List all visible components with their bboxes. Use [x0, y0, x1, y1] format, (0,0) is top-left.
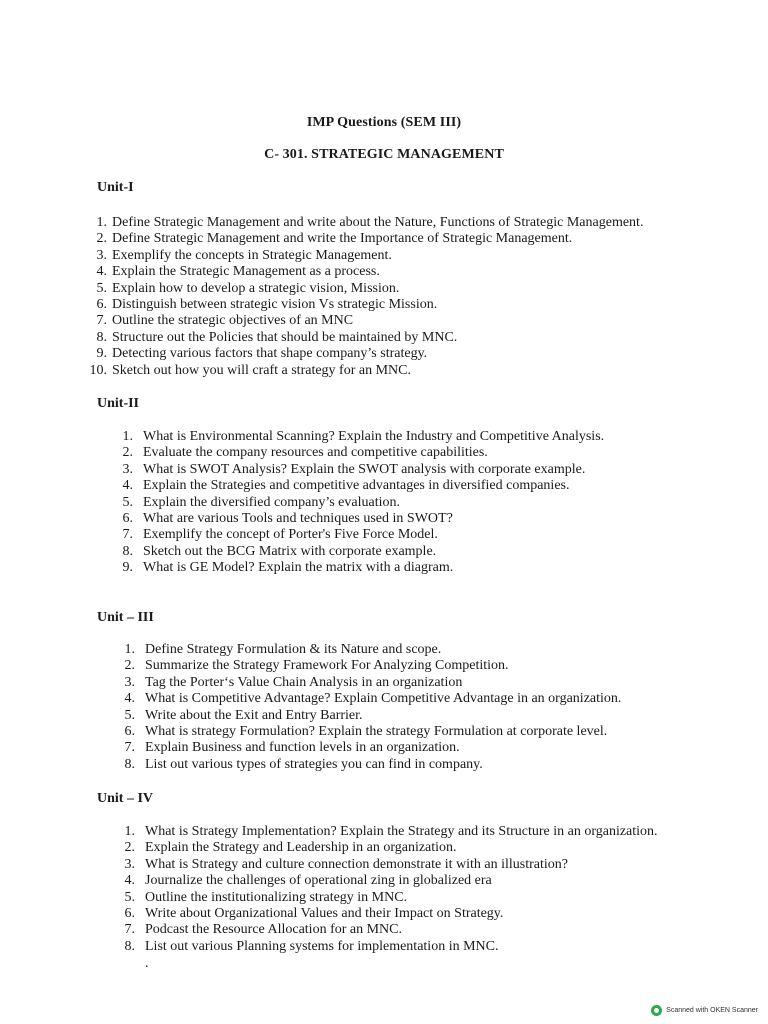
- question-number: 1.: [96, 215, 107, 230]
- question-number: 2.: [124, 840, 135, 856]
- question-text: What are various Tools and techniques used in SWOT?: [143, 511, 453, 527]
- question-item: [88, 297, 643, 313]
- question-item: [115, 857, 658, 873]
- question-text: Define Strategy Formulation & its Nature and scope.: [145, 642, 442, 657]
- question-text: Explain the Strategies and competitive advantages in diversified companies.: [143, 478, 570, 494]
- question-number: 6.: [124, 724, 135, 740]
- question-item: [113, 462, 604, 478]
- question-number: 10.: [89, 362, 107, 378]
- question-text: Explain the Strategy and Leadership in an organization.: [145, 840, 457, 856]
- unit-4-heading: Unit – IV: [97, 791, 154, 806]
- question-item: [88, 363, 643, 379]
- question-text: What is Environmental Scanning? Explain the Industry and Competitive Analysis.: [143, 429, 605, 444]
- unit-3-question-list: [115, 642, 621, 773]
- question-text: Define Strategic Management and write the Importance of Strategic Management.: [112, 231, 573, 247]
- question-item: [113, 495, 604, 511]
- question-item: [113, 429, 604, 445]
- question-text: What is SWOT Analysis? Explain the SWOT analysis with corporate example.: [143, 461, 586, 477]
- question-number: 5.: [124, 707, 135, 723]
- question-text: Exemplify the concept of Porter's Five Force Model.: [143, 527, 438, 543]
- question-number: 3.: [124, 856, 135, 872]
- question-item: [88, 346, 643, 362]
- question-number: 3.: [124, 674, 135, 690]
- question-text: Sketch out how you will craft a strategy for an MNC.: [112, 362, 411, 378]
- question-text: Write about the Exit and Entry Barrier.: [145, 707, 363, 723]
- question-item: [88, 281, 643, 297]
- question-text: List out various types of strategies you can find in company.: [145, 756, 483, 772]
- unit-4-question-list: [115, 824, 658, 955]
- question-number: 8.: [124, 756, 135, 772]
- course-title: C- 301. STRATEGIC MANAGEMENT: [264, 147, 504, 162]
- question-text: Outline the strategic objectives of an MNC: [112, 313, 354, 329]
- question-item: [113, 527, 604, 543]
- question-text: Evaluate the company resources and competitive capabilities.: [143, 445, 488, 461]
- question-item: [88, 330, 643, 346]
- question-text: Podcast the Resource Allocation for an MNC.: [145, 922, 403, 938]
- scanner-label: Scanned with OKEN Scanner: [666, 1007, 758, 1014]
- unit-3-heading: Unit – III: [97, 610, 154, 625]
- question-text: Exemplify the concepts in Strategic Management.: [112, 247, 392, 263]
- question-number: 7.: [122, 527, 133, 543]
- question-number: 8.: [96, 329, 107, 345]
- question-number: 5.: [96, 280, 107, 296]
- question-item: [113, 511, 604, 527]
- question-item: [113, 478, 604, 494]
- question-text: What is Strategy Implementation? Explain the Strategy and its Structure in an organization.: [145, 824, 658, 839]
- question-item: [115, 890, 658, 906]
- question-text: Detecting various factors that shape company’s strategy.: [112, 346, 428, 362]
- question-number: 6.: [124, 906, 135, 922]
- question-text: Explain Business and function levels in an organization.: [145, 740, 460, 756]
- question-text: What is GE Model? Explain the matrix with a diagram.: [143, 560, 454, 576]
- question-item: [88, 313, 643, 329]
- question-text: Summarize the Strategy Framework For Analyzing Competition.: [145, 658, 509, 674]
- question-item: [113, 560, 604, 576]
- question-text: Sketch out the BCG Matrix with corporate example.: [143, 543, 437, 559]
- question-text: List out various Planning systems for implementation in MNC.: [145, 938, 499, 954]
- question-item: [88, 231, 643, 247]
- question-text: Define Strategic Management and write about the Nature, Functions of Strategic Management.: [112, 215, 644, 230]
- question-text: Explain the diversified company’s evaluation.: [143, 494, 400, 510]
- question-item: [115, 724, 621, 740]
- question-item: [115, 873, 658, 889]
- question-text: Distinguish between strategic vision Vs strategic Mission.: [112, 297, 438, 313]
- unit-1-question-list: [88, 215, 643, 379]
- scanner-logo-icon: [651, 1005, 662, 1016]
- question-item: [115, 675, 621, 691]
- question-text: Explain the Strategic Management as a process.: [112, 264, 380, 280]
- question-item: [115, 740, 621, 756]
- question-text: What is Strategy and culture connection demonstrate it with an illustration?: [145, 856, 568, 872]
- question-text: Write about Organizational Values and their Impact on Strategy.: [145, 906, 504, 922]
- question-number: 1.: [122, 429, 133, 444]
- question-number: 1.: [124, 824, 135, 839]
- question-number: 8.: [122, 543, 133, 559]
- question-number: 4.: [124, 873, 135, 889]
- question-number: 4.: [124, 691, 135, 707]
- question-item: [113, 445, 604, 461]
- question-number: 5.: [122, 494, 133, 510]
- question-item: [115, 708, 621, 724]
- question-item: [115, 658, 621, 674]
- question-item: [115, 840, 658, 856]
- question-item: [88, 264, 643, 280]
- unit-1-heading: Unit-I: [97, 180, 134, 195]
- question-text: Explain how to develop a strategic vision, Mission.: [112, 280, 400, 296]
- question-item: [115, 691, 621, 707]
- question-number: 6.: [122, 511, 133, 527]
- question-number: 9.: [96, 346, 107, 362]
- question-item: [115, 642, 621, 658]
- question-item: [115, 824, 658, 840]
- question-text: Tag the Porter‘s Value Chain Analysis in an organization: [145, 674, 463, 690]
- question-number: 5.: [124, 889, 135, 905]
- question-number: 4.: [122, 478, 133, 494]
- question-number: 2.: [122, 445, 133, 461]
- question-number: 3.: [96, 247, 107, 263]
- unit-2-heading: Unit-II: [97, 396, 140, 411]
- question-text: What is strategy Formulation? Explain the strategy Formulation at corporate level.: [145, 724, 608, 740]
- question-number: 6.: [96, 297, 107, 313]
- question-item: [115, 922, 658, 938]
- question-number: 2.: [96, 231, 107, 247]
- question-text: Journalize the challenges of operational zing in globalized era: [145, 873, 492, 889]
- question-number: 8.: [124, 938, 135, 954]
- question-number: 1.: [124, 642, 135, 657]
- question-number: 7.: [124, 740, 135, 756]
- question-number: 3.: [122, 461, 133, 477]
- question-item: [115, 939, 658, 955]
- question-item: [115, 906, 658, 922]
- scanner-watermark: [651, 1005, 758, 1016]
- question-item: [113, 544, 604, 560]
- document-title: IMP Questions (SEM III): [306, 115, 462, 130]
- question-number: 4.: [96, 264, 107, 280]
- trailing-mark: .: [145, 956, 149, 971]
- question-number: 9.: [122, 560, 133, 576]
- question-text: Outline the institutionalizing strategy in MNC.: [145, 889, 408, 905]
- question-item: [88, 248, 643, 264]
- question-number: 7.: [96, 313, 107, 329]
- question-number: 7.: [124, 922, 135, 938]
- question-text: What is Competitive Advantage? Explain Competitive Advantage in an organization.: [145, 691, 622, 707]
- unit-2-question-list: [113, 429, 604, 577]
- question-item: [115, 757, 621, 773]
- question-number: 2.: [124, 658, 135, 674]
- question-item: [88, 215, 643, 231]
- question-text: Structure out the Policies that should be maintained by MNC.: [112, 329, 458, 345]
